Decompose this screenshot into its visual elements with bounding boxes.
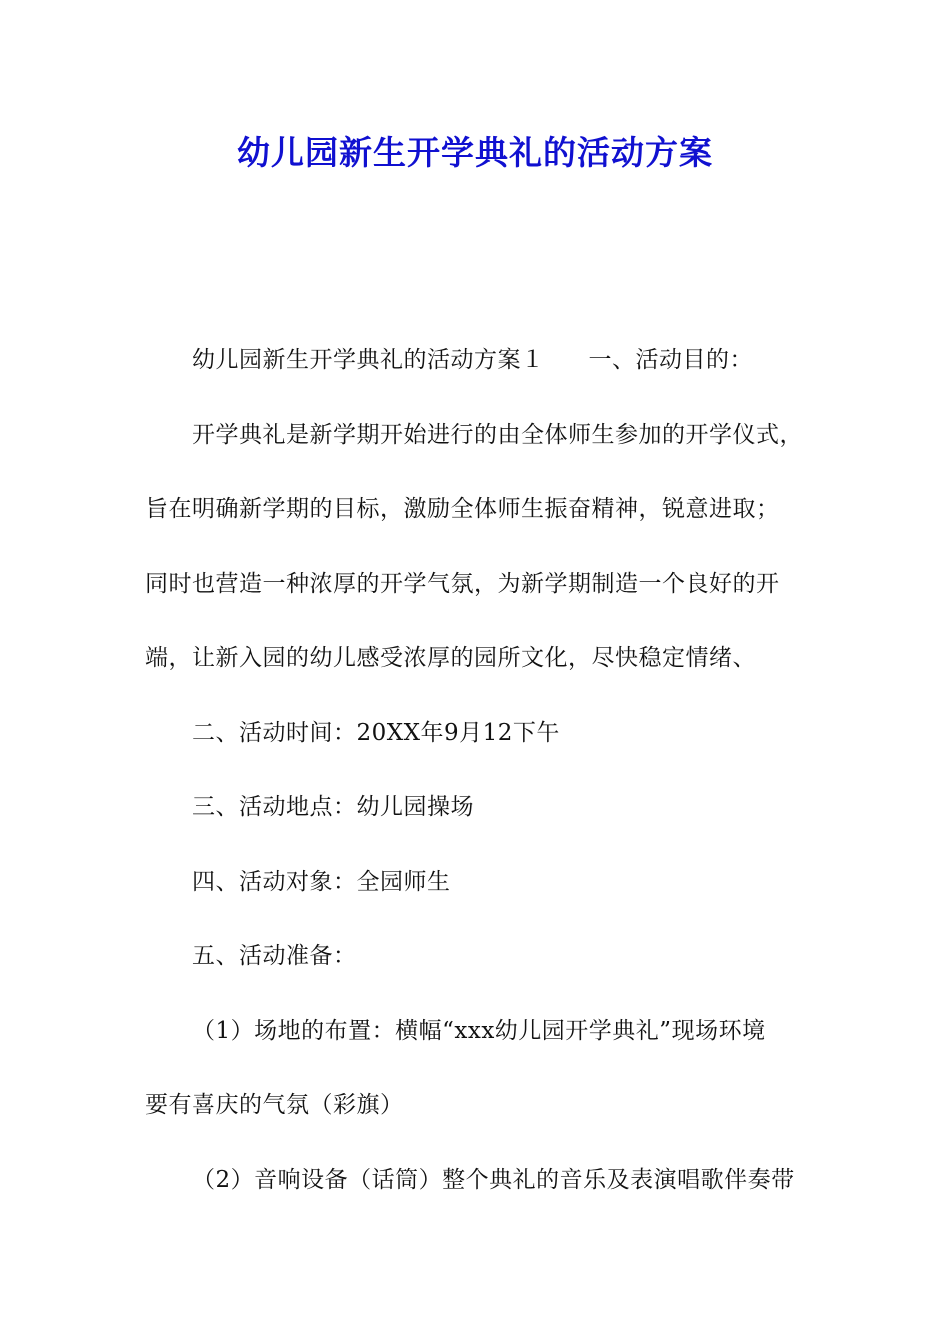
- preparation-heading: 五、活动准备：: [192, 943, 357, 969]
- paragraph-line: （2）音响设备（话筒）整个典礼的音乐及表演唱歌伴奏带: [192, 1167, 795, 1193]
- activity-audience: 四、活动对象：全园师生: [192, 869, 451, 895]
- purpose-heading: 一、活动目的：: [588, 347, 753, 373]
- activity-time: 二、活动时间：20XX年9月12下午: [192, 720, 560, 746]
- paragraph-line: 端，让新入园的幼儿感受浓厚的园所文化，尽快稳定情绪、: [145, 645, 756, 671]
- paragraph-line: 同时也营造一种浓厚的开学气氛，为新学期制造一个良好的开: [145, 571, 780, 597]
- paragraph-line: 开学典礼是新学期开始进行的由全体师生参加的开学仪式，: [192, 422, 803, 448]
- section-heading-line: [192, 342, 753, 378]
- activity-place: 三、活动地点：幼儿园操场: [192, 794, 474, 820]
- paragraph-line: 旨在明确新学期的目标，激励全体师生振奋精神，锐意进取；: [145, 496, 780, 522]
- plan-heading: 幼儿园新生开学典礼的活动方案１: [192, 347, 545, 373]
- paragraph-line: （1）场地的布置：横幅“xxx幼儿园开学典礼”现场环境: [192, 1018, 766, 1044]
- document-title: 幼儿园新生开学典礼的活动方案: [237, 133, 713, 172]
- paragraph-line: 要有喜庆的气氛（彩旗）: [145, 1092, 404, 1118]
